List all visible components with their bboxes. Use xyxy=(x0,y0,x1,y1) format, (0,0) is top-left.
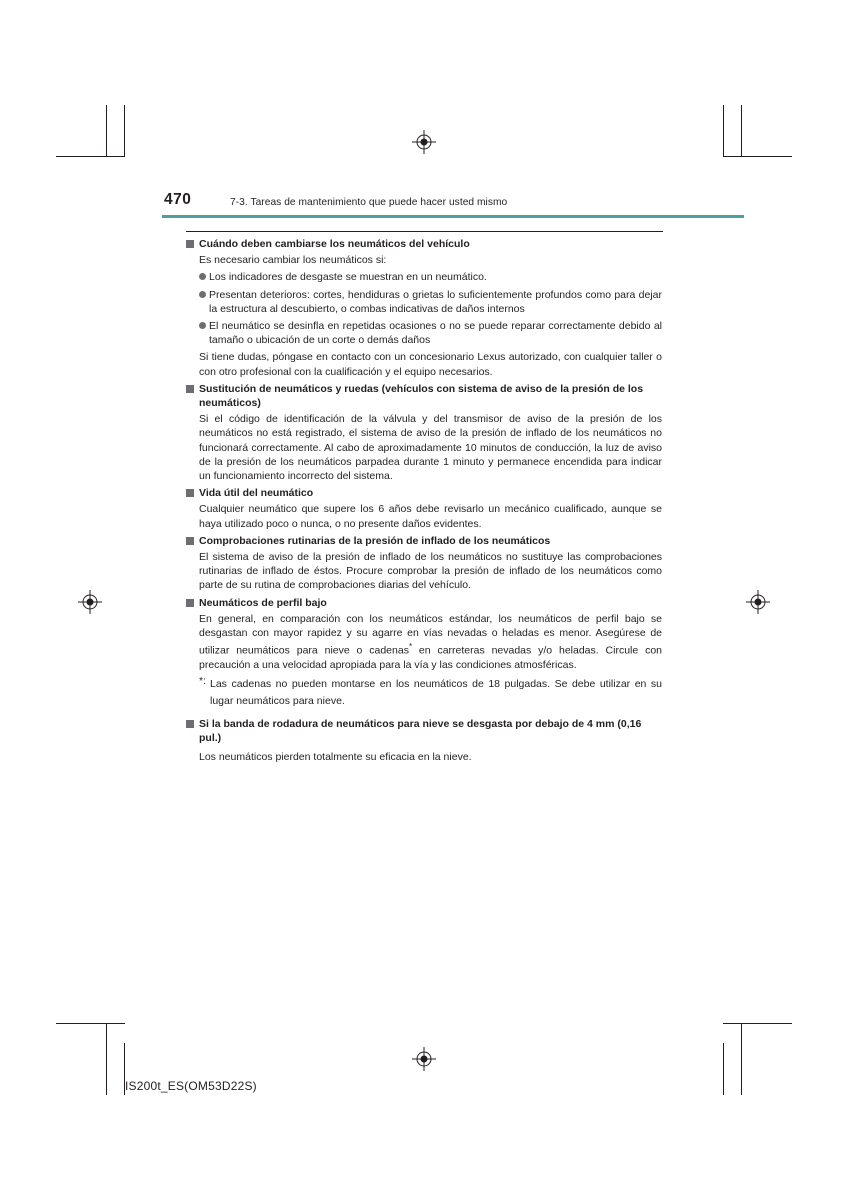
crop-mark xyxy=(741,105,742,157)
round-bullet-icon xyxy=(199,291,206,298)
footnote-mark: * xyxy=(408,642,413,652)
section-heading: Neumáticos de perfil bajo xyxy=(186,596,662,610)
section-tire-life xyxy=(186,486,662,531)
crop-mark xyxy=(723,156,792,157)
crop-mark xyxy=(106,105,107,157)
square-bullet-icon xyxy=(186,537,194,545)
section-body: El sistema de aviso de la presión de inflado de los neumáticos no sustituye las comprobaciones rutinarias de inflado de éstos. Procure comprobar la presión de inflado de los neumáticos como parte de su rutina de comprobaciones diarias del vehículo. xyxy=(199,551,662,592)
round-bullet-icon xyxy=(199,322,206,329)
section-body: Cualquier neumático que supere los 6 años debe revisarlo un mecánico cualificado, aunque se haya utilizado poco o nunca, o no presente daños evidentes. xyxy=(199,503,662,530)
crop-mark xyxy=(723,1023,792,1024)
section-tire-replacement xyxy=(186,237,662,379)
footnote: *: Las cadenas no pueden montarse en los neumáticos de 18 pulgadas. Se debe utilizar en su lugar neumáticos para nieve. xyxy=(199,675,662,708)
crop-mark xyxy=(106,1023,107,1095)
section-heading: Comprobaciones rutinarias de la presión de inflado de los neumáticos xyxy=(186,534,662,548)
crop-mark xyxy=(723,1043,724,1095)
square-bullet-icon xyxy=(186,489,194,497)
crop-mark xyxy=(124,105,125,157)
section-title: 7-3. Tareas de mantenimiento que puede hacer usted mismo xyxy=(230,197,508,208)
list-item: Presentan deterioros: cortes, hendiduras o grietas lo suficientemente profundos como para dejar la estructura al descubierto, o combas indicativas de daños internos xyxy=(199,288,662,316)
section-pressure-checks xyxy=(186,534,662,593)
crop-mark xyxy=(56,1023,125,1024)
section-body: Si el código de identificación de la válvula y del transmisor de aviso de la presión de los neumáticos no está registrado, el sistema de aviso de la presión de inflado de los neumáticos no funcionará correctamente. Al cabo de aproximadamente 10 minutos de conducción, la luz de aviso de la presión de los neumáticos parpadea durante 1 minuto y permanece encendida para indicar un funcionamiento incorrecto del sistema. xyxy=(199,413,662,483)
square-bullet-icon xyxy=(186,240,194,248)
crop-mark xyxy=(723,105,724,157)
section-body: En general, en comparación con los neumáticos estándar, los neumáticos de perfil bajo se desgastan con mayor rapidez y su agarre en vías nevadas o heladas es menor. Asegúrese de utilizar neumáticos para nieve o cadenas* en carreteras nevadas y/o heladas. Circule con precaución a una velocidad apropiada para la vía y las condiciones atmosféricas. xyxy=(199,612,662,671)
section-intro: Es necesario cambiar los neumáticos si: xyxy=(199,254,387,267)
section-body: Los neumáticos pierden totalmente su eficacia en la nieve. xyxy=(199,750,472,763)
registration-mark-icon xyxy=(412,1047,436,1071)
crop-mark xyxy=(56,156,125,157)
footnote-marker: *: xyxy=(199,675,207,688)
square-bullet-icon xyxy=(186,720,194,728)
document-code: IS200t_ES(OM53D22S) xyxy=(125,1079,257,1093)
list-item: El neumático se desinfla en repetidas ocasiones o no se puede reparar correctamente debido al tamaño o ubicación de un corte o demás daños xyxy=(199,319,662,347)
section-heading: Cuándo deben cambiarse los neumáticos del vehículo xyxy=(186,237,662,251)
registration-mark-icon xyxy=(78,590,102,614)
section-low-profile-tires xyxy=(186,596,662,711)
section-snow-tire-tread xyxy=(186,717,662,764)
page-number: 470 xyxy=(164,191,192,208)
section-heading: Vida útil del neumático xyxy=(186,486,662,500)
round-bullet-icon xyxy=(199,273,206,280)
square-bullet-icon xyxy=(186,385,194,393)
crop-mark xyxy=(741,1023,742,1095)
section-tire-wheel-replacement xyxy=(186,382,662,483)
page-content xyxy=(186,237,662,764)
content-divider xyxy=(186,231,663,232)
registration-mark-icon xyxy=(746,590,770,614)
section-heading: Si la banda de rodadura de neumáticos para nieve se desgasta por debajo de 4 mm (0,16 pul.) xyxy=(186,717,662,745)
header-divider xyxy=(162,215,744,218)
section-heading: Sustitución de neumáticos y ruedas (vehículos con sistema de aviso de la presión de los neumáticos) xyxy=(186,382,662,410)
list-item: Los indicadores de desgaste se muestran en un neumático. xyxy=(199,270,662,284)
square-bullet-icon xyxy=(186,599,194,607)
registration-mark-icon xyxy=(412,130,436,154)
section-outro: Si tiene dudas, póngase en contacto con un concesionario Lexus autorizado, con cualquier taller o con otro profesional con la cualificación y el equipo necesarios. xyxy=(199,351,662,378)
